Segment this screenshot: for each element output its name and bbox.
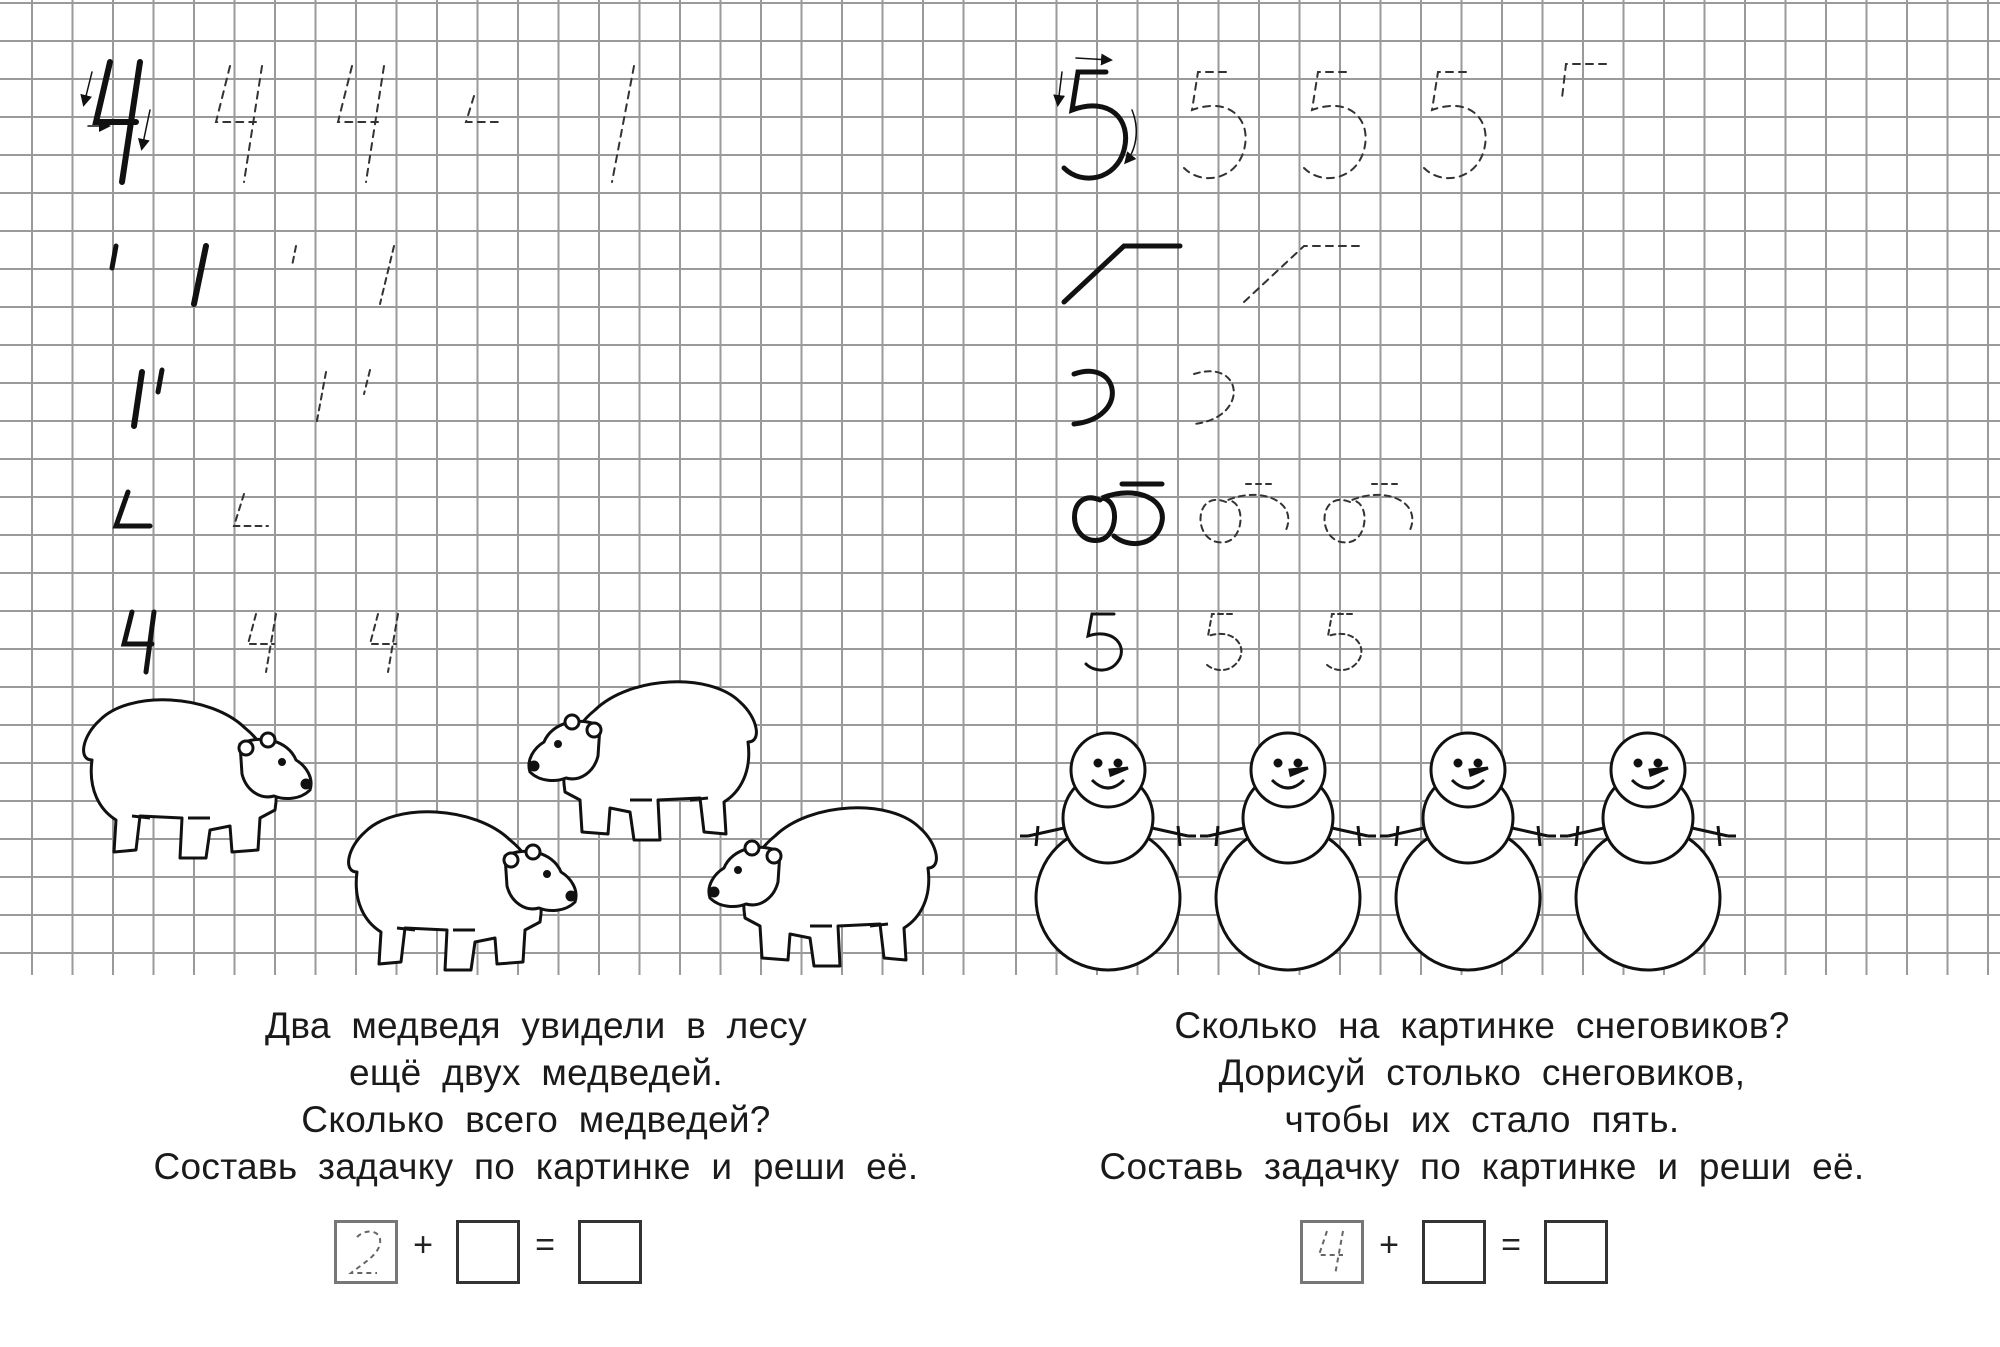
equation-second-box[interactable] bbox=[1422, 1220, 1486, 1284]
equation-first-box bbox=[334, 1220, 398, 1284]
grid-lines-right bbox=[1000, 0, 2000, 975]
task-line: ещё двух медведей. bbox=[349, 1052, 723, 1093]
bears-task-text bbox=[36, 1002, 1036, 1190]
grid-lines-left bbox=[0, 0, 1000, 975]
task-line: Дорисуй столько снеговиков, bbox=[1218, 1052, 1746, 1093]
snowmen-task-text bbox=[982, 1002, 1982, 1190]
equals-sign: = bbox=[1501, 1226, 1521, 1264]
task-line: Два медведя увидели в лесу bbox=[264, 1005, 808, 1046]
equation-answer-box[interactable] bbox=[1544, 1220, 1608, 1284]
task-line: Составь задачку по картинке и реши её. bbox=[153, 1146, 919, 1187]
left-page-grid bbox=[0, 0, 1000, 975]
plus-sign: + bbox=[1379, 1226, 1399, 1264]
right-page-grid bbox=[1000, 0, 2000, 975]
plus-sign: + bbox=[413, 1226, 433, 1264]
dashed-digit-2 bbox=[337, 1223, 395, 1281]
task-line: чтобы их стало пять. bbox=[1284, 1099, 1680, 1140]
equation-first-box bbox=[1300, 1220, 1364, 1284]
equation-second-box[interactable] bbox=[456, 1220, 520, 1284]
task-line: Сколько на картинке снеговиков? bbox=[1174, 1005, 1790, 1046]
task-line: Сколько всего медведей? bbox=[301, 1099, 771, 1140]
task-line: Составь задачку по картинке и реши её. bbox=[1099, 1146, 1865, 1187]
dashed-digit-4 bbox=[1303, 1223, 1361, 1281]
equals-sign: = bbox=[535, 1226, 555, 1264]
equation-answer-box[interactable] bbox=[578, 1220, 642, 1284]
